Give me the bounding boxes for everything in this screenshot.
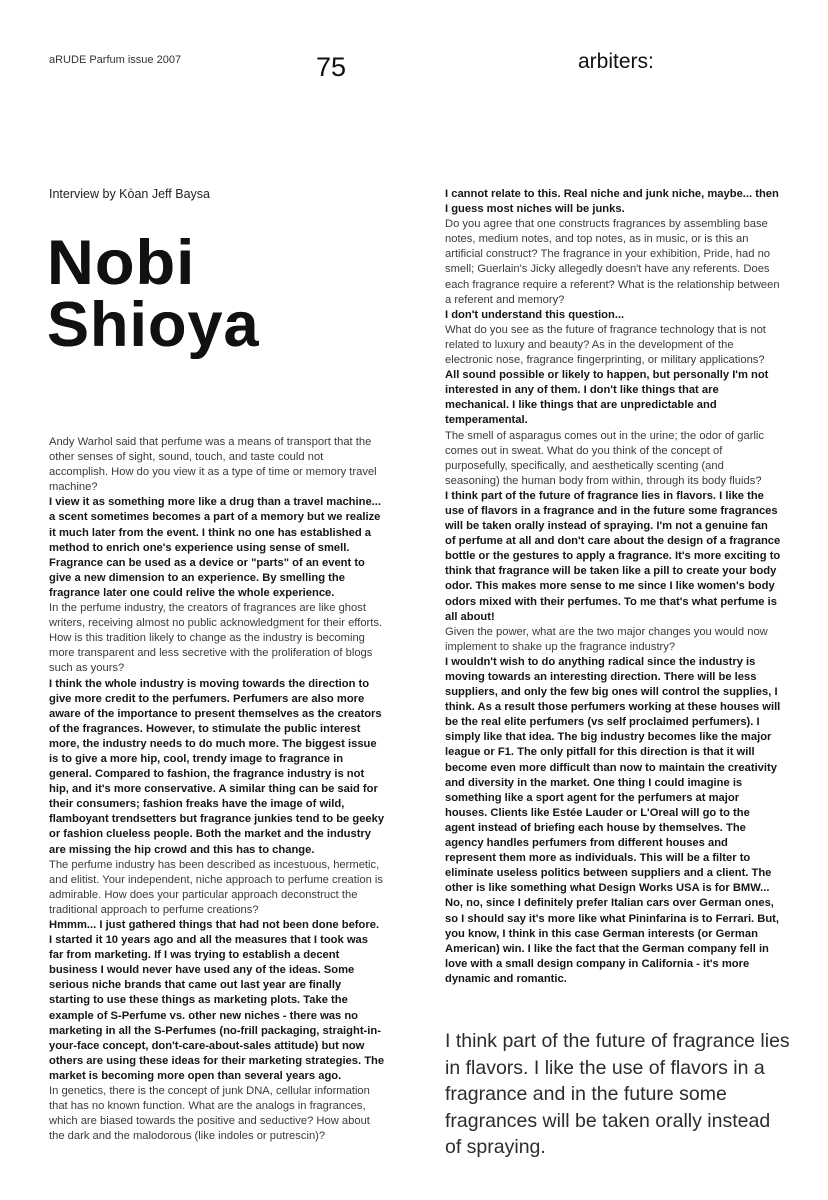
question-paragraph: The perfume industry has been described as incestuous, hermetic, and elitist. Your independent, niche approach to perfume creation is admirable. How does your particular approach deconstruct the traditional approach to perfume creations?	[49, 858, 383, 916]
title-line-1: Nobi	[47, 228, 196, 298]
section-label: arbiters:	[578, 50, 654, 73]
byline: Interview by Kòan Jeff Baysa	[49, 187, 210, 201]
answer-paragraph: I cannot relate to this. Real niche and junk niche, maybe... then I guess most niches will be junks.	[445, 188, 779, 216]
answer-paragraph: All sound possible or likely to happen, but personally I'm not interested in any of them. I don't like things that are mechanical. I like things that are unpredictable and temperamental.	[445, 369, 769, 427]
answer-paragraph: I think the whole industry is moving towards the direction to give more credit to the perfumers. Perfumers are also more aware of the importance to present themselves as the creators of the fragrances. However, to stimulate the public interest more, the industry needs to do much more. The biggest issue is to give a more hip, cool, trendy image to fragrance in general. Compared to fashion, the fragrance industry is not hip, and it's more conservative. A similar thing can be said for their consumers; fashion freaks have the image of wild, flamboyant trendsetters but fragrance junkies tend to be geeky or fashion clueless people. Both the market and the industry are missing the hip crowd and this has to change.	[49, 677, 385, 856]
publication-label: aRUDE Parfum issue 2007	[49, 54, 182, 66]
answer-paragraph: I don't understand this question...	[445, 308, 625, 321]
question-paragraph: Do you agree that one constructs fragrances by assembling base notes, medium notes, and top notes, as in music, or is this an artificial construct? The fragrance in your exhibition, Pride, had no smell; Guerlain's Jicky allegedly doesn't have any referents. Does each fragrance require a referent? What is the relationship between a referent and memory?	[445, 218, 780, 306]
answer-paragraph: Hmmm... I just gathered things that had not been done before. I started it 10 years ago and all the measures that I took was far from marketing. If I was trying to establish a decent business I would never have used any of the ideas. Some serious niche brands that came out last year are finally starting to use these things as marketing plots. Take the example of S-Perfume vs. other new niches - there was no marketing in all the S-Perfumes (no-frill packaging, straight-in-your-face concept, don't-care-about-sales attitude) but now others are using these ideas for their marketing strategies. The market is becoming more open than several years ago.	[49, 919, 385, 1082]
title-line-2: Shioya	[47, 290, 260, 360]
answer-paragraph: I view it as something more like a drug than a travel machine... a scent sometimes becomes a part of a memory but we realize it much later from the event. I think no one has established a method to enrich one's experience using sense of smell. Fragrance can be used as a device or "parts" of an event to give a new dimension to an experience. By smelling the fragrance later one could relive the whole experience.	[49, 496, 381, 599]
pull-quote: I think part of the future of fragrance lies in flavors. I like the use of flavors in a fragrance and in the future some fragrances will be taken orally instead of spraying.	[445, 1030, 790, 1158]
interview-title	[47, 228, 260, 360]
question-paragraph: In the perfume industry, the creators of fragrances are like ghost writers, receiving almost no public acknowledgment for their efforts. How is this tradition likely to change as the industry is becoming more transparent and less secretive with the proliferation of blogs such as yours?	[49, 602, 383, 675]
question-paragraph: Given the power, what are the two major changes you would now implement to shake up the fragrance industry?	[445, 625, 768, 653]
question-paragraph: In genetics, there is the concept of junk DNA, cellular information that has no known function. What are the analogs in fragrances, which are biased towards the positive and seductive? How about the dark and the malodorous (like indoles or putrescin)?	[49, 1085, 370, 1143]
left-column	[49, 435, 385, 1144]
answer-paragraph: I wouldn't wish to do anything radical since the industry is moving towards an interesting direction. There will be less suppliers, and only the few big ones will control the supplies, I think. As a result those perfumers working at these houses will be the real elite perfumers (vs self proclaimed perfumers). I simply like that idea. The big industry becomes like the major league or F1. The only pitfall for this direction is that it will become even more difficult than now to maintain the creativity and diversity in the market. One thing I could imagine is something like a sport agent for the perfumers at major houses. Clients like Estée Lauder or L'Oreal will go to the agent instead of briefing each house by themselves. The agency handles perfumers from different houses and represent them more as individuals. This will be a filter to eliminate useless politics between suppliers and a client. The other is like something what Design Works USA is for BMW... No, no, since I definitely prefer Italian cars over German ones, so I should say it's more like what Pininfarina is to Ferrari. But, you know, I think in this case German interests (or German American) win. I like the fact that the German company fell in love with a small design company in California - it's more dynamic and romantic.	[445, 655, 781, 985]
question-paragraph: What do you see as the future of fragrance technology that is not related to luxury and beauty? As in the development of the electronic nose, fragrance fingerprinting, or military applications?	[445, 323, 766, 367]
page-number: 75	[316, 52, 347, 82]
right-column	[445, 187, 781, 987]
question-paragraph: Andy Warhol said that perfume was a means of transport that the other senses of sight, sound, touch, and taste could not accomplish. How do you view it as a type of time or memory travel machine?	[49, 436, 377, 494]
answer-paragraph: I think part of the future of fragrance lies in flavors. I like the use of flavors in a fragrance and in the future some fragrances will be taken orally instead of spraying. I'm not a genuine fan of perfume at all and don't care about the design of a fragrance bottle or the gestures to apply a fragrance. It's more exciting to think that fragrance will be taken like a pill to create your body odor. This makes more sense to me since I like women's body odors mixed with their perfumes. To me that's what perfume is all about!	[445, 489, 781, 623]
question-paragraph: The smell of asparagus comes out in the urine; the odor of garlic comes out in sweat. What do you think of the concept of purposefully, specifically, and aesthetically scenting (and seasoning) the human body from within, through its body fluids?	[445, 429, 765, 487]
